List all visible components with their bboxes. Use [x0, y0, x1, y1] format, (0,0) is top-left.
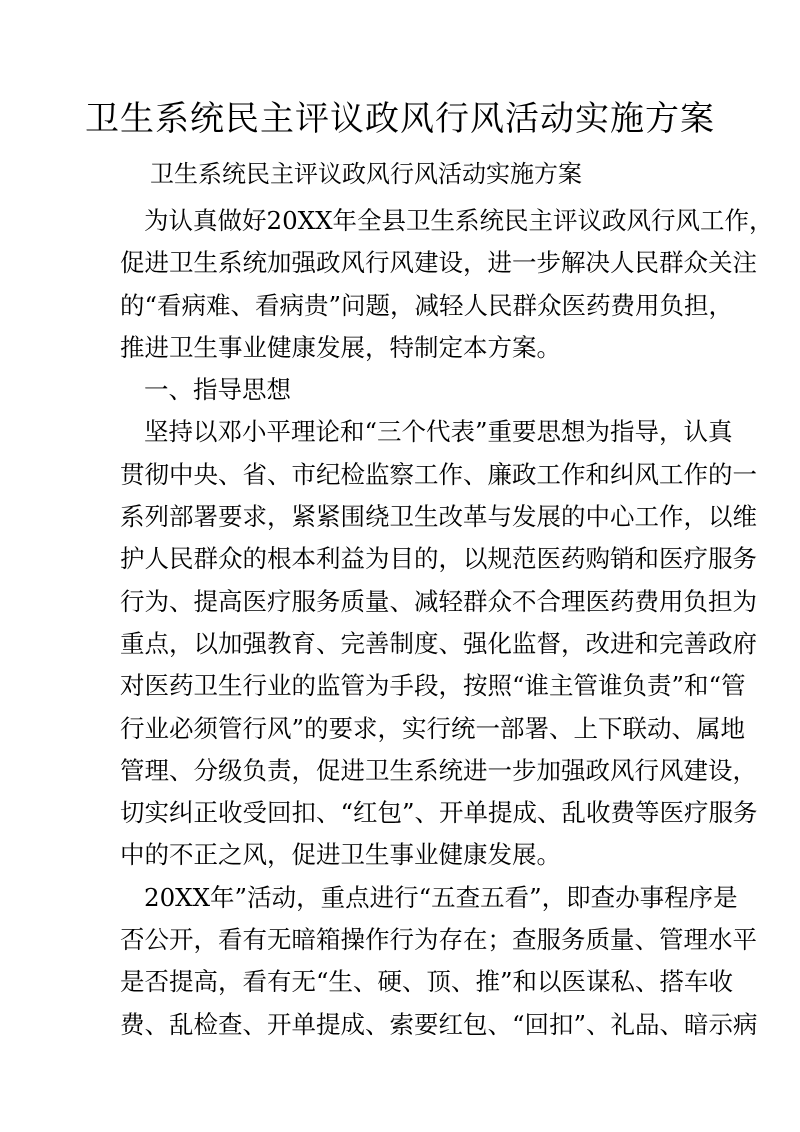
paragraph-line: 20XX年”活动，重点进行“五查五看”，即查办事程序是	[144, 882, 738, 912]
paragraph-line: 对医药卫生行业的监管为手段，按照“谁主管谁负责”和“管	[120, 671, 746, 701]
paragraph-line: 贯彻中央、省、市纪检监察工作、廉政工作和纠风工作的一	[120, 459, 757, 489]
paragraph-line: 否公开，看有无暗箱操作行为存在；查服务质量、管理水平	[120, 925, 757, 955]
paragraph-line: 管理、分级负责，促进卫生系统进一步加强政风行风建设，	[120, 755, 757, 785]
paragraph-line: 推进卫生事业健康发展，特制定本方案。	[120, 332, 561, 362]
paragraph-line: 行为、提高医疗服务质量、减轻群众不合理医药费用负担为	[120, 586, 757, 616]
paragraph-line: 护人民群众的根本利益为目的，以规范医药购销和医疗服务	[120, 544, 757, 574]
paragraph-line: 切实纠正收受回扣、“红包”、开单提成、乱收费等医疗服务	[120, 798, 758, 828]
paragraph-line: 重点，以加强教育、完善制度、强化监督，改进和完善政府	[120, 628, 757, 658]
document-title: 卫生系统民主评议政风行风活动实施方案	[85, 99, 715, 139]
paragraph-line: 行业必须管行风”的要求，实行统一部署、上下联动、属地	[120, 713, 746, 743]
paragraph-line: 一、指导思想	[144, 375, 291, 405]
paragraph-line: 的“看病难、看病贵”问题，减轻人民群众医药费用负担，	[120, 290, 734, 320]
paragraph-line: 坚持以邓小平理论和“三个代表”重要思想为指导，认真	[144, 417, 733, 447]
paragraph-line: 是否提高，看有无“生、硬、顶、推”和以医谋私、搭车收	[120, 967, 734, 997]
paragraph-line: 中的不正之风，促进卫生事业健康发展。	[120, 840, 561, 870]
paragraph-line: 费、乱检查、开单提成、索要红包、“回扣”、礼品、暗示病	[120, 1009, 758, 1039]
document-body	[120, 200, 774, 1046]
paragraph-line: 促进卫生系统加强政风行风建设，进一步解决人民群众关注	[120, 248, 757, 278]
document-subtitle: 卫生系统民主评议政风行风活动实施方案	[150, 160, 582, 188]
paragraph-line: 为认真做好20XX年全县卫生系统民主评议政风行风工作，	[144, 206, 774, 235]
paragraph-line: 系列部署要求，紧紧围绕卫生改革与发展的中心工作，以维	[120, 502, 757, 532]
